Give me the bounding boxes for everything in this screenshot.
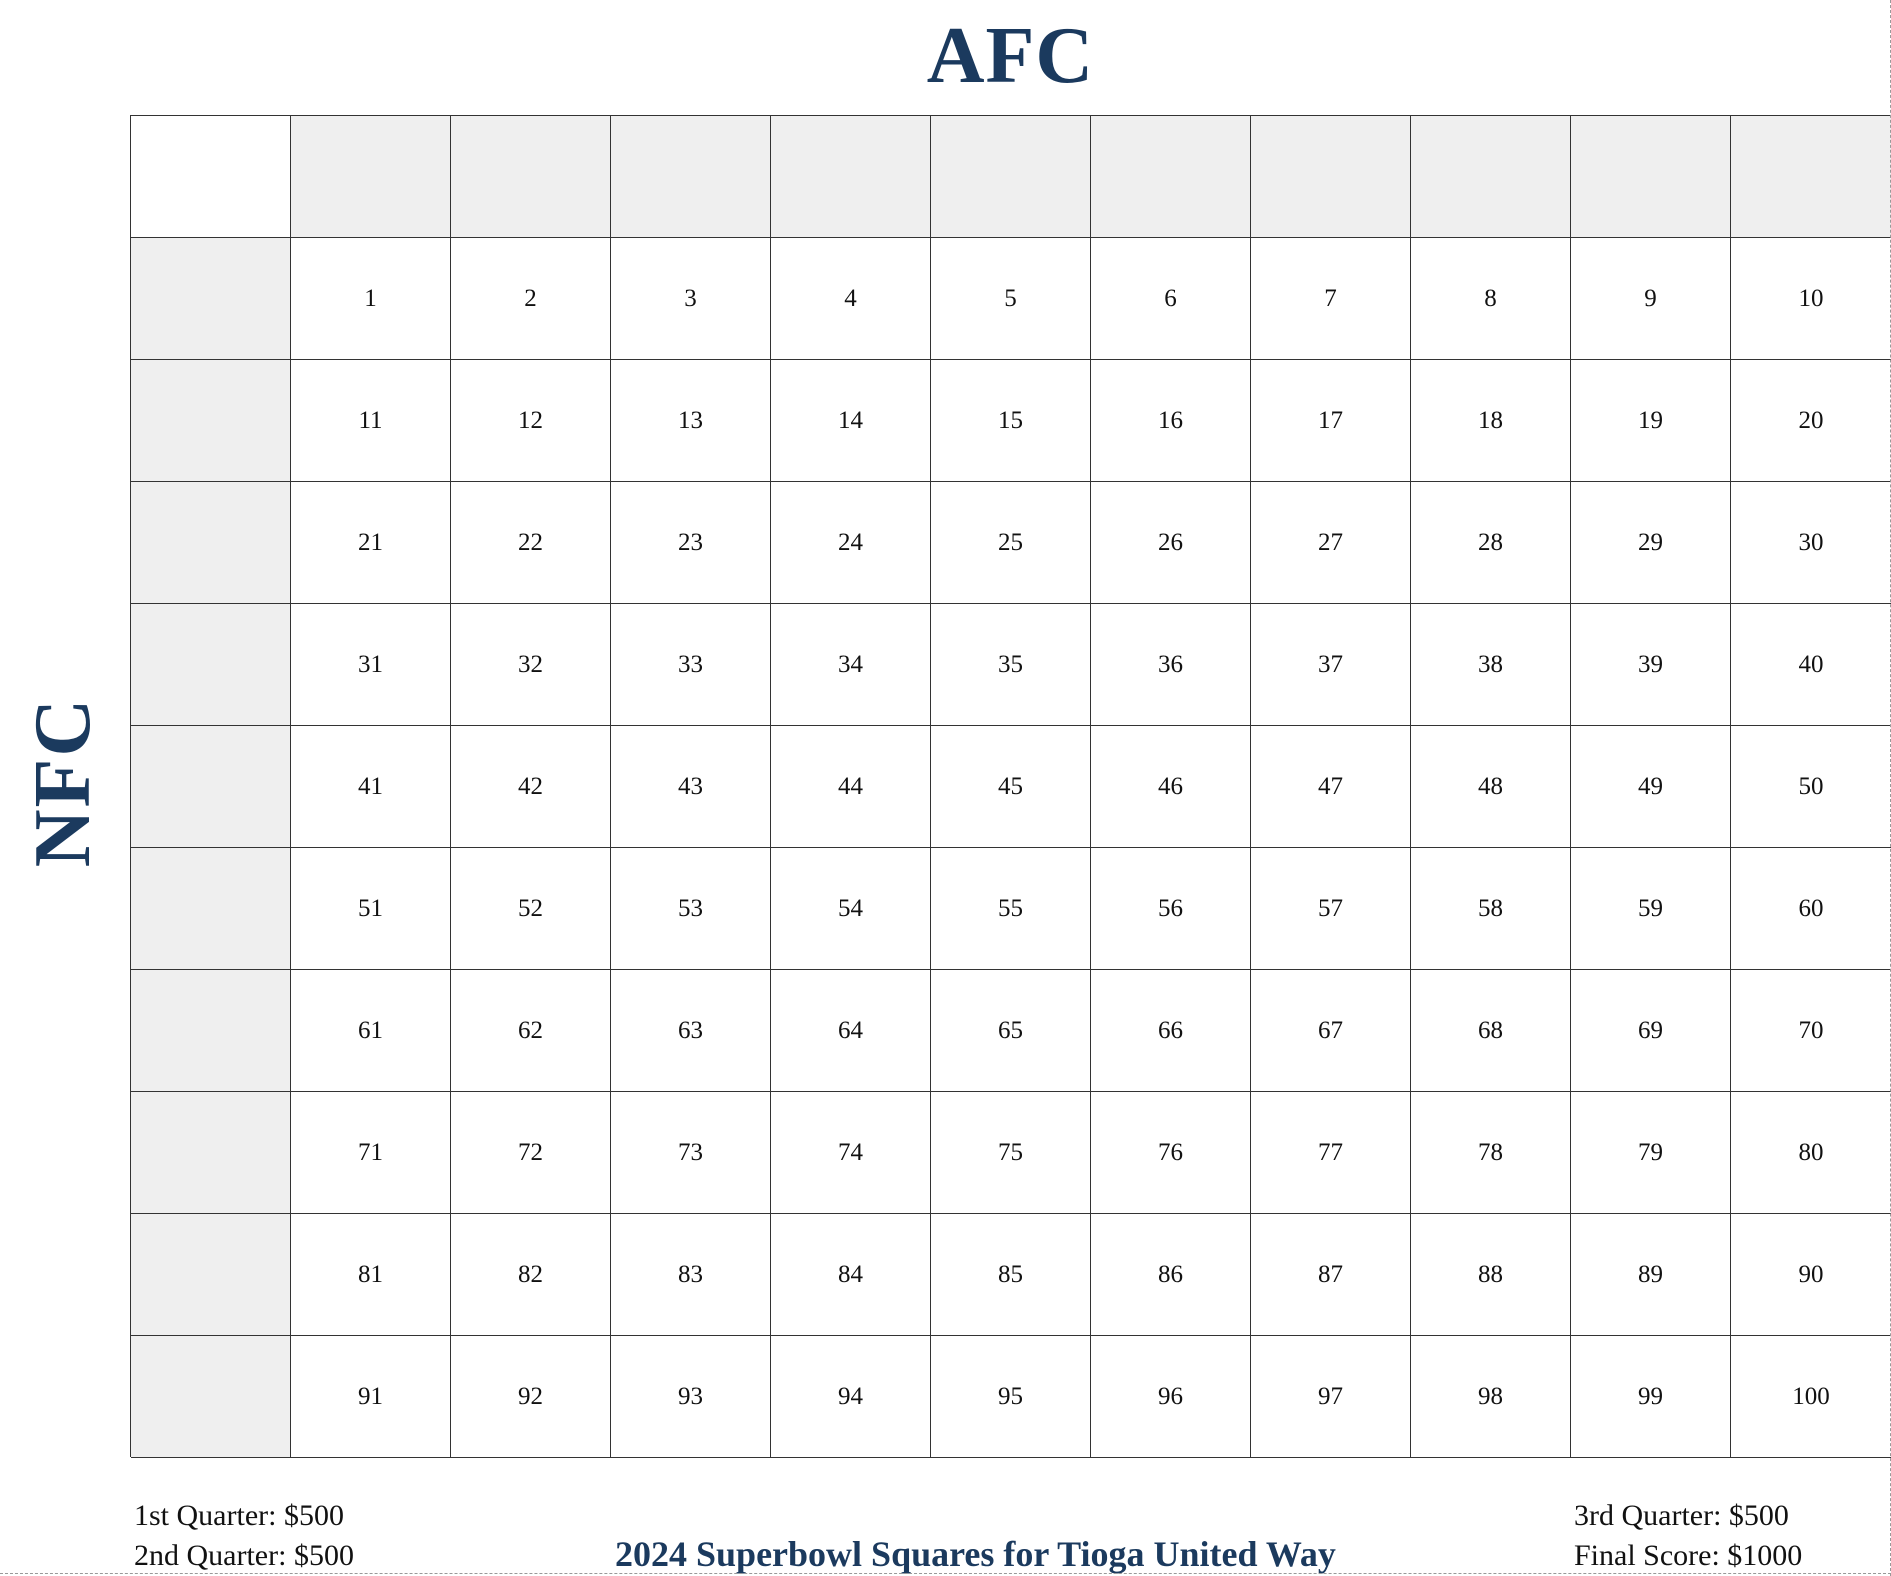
- square-cell[interactable]: 18: [1411, 360, 1571, 482]
- square-cell[interactable]: 10: [1731, 238, 1891, 360]
- afc-score-header-5: [931, 116, 1091, 238]
- square-cell[interactable]: 71: [291, 1092, 451, 1214]
- square-cell[interactable]: 5: [931, 238, 1091, 360]
- square-cell[interactable]: 14: [771, 360, 931, 482]
- square-cell[interactable]: 52: [451, 848, 611, 970]
- square-cell[interactable]: 68: [1411, 970, 1571, 1092]
- afc-score-header-9: [1571, 116, 1731, 238]
- nfc-score-header-7: [131, 970, 291, 1092]
- square-cell[interactable]: 62: [451, 970, 611, 1092]
- square-cell[interactable]: 50: [1731, 726, 1891, 848]
- square-cell[interactable]: 73: [611, 1092, 771, 1214]
- square-cell[interactable]: 19: [1571, 360, 1731, 482]
- square-cell[interactable]: 15: [931, 360, 1091, 482]
- square-cell[interactable]: 4: [771, 238, 931, 360]
- square-cell[interactable]: 58: [1411, 848, 1571, 970]
- afc-title: AFC: [926, 12, 1095, 100]
- square-cell[interactable]: 67: [1251, 970, 1411, 1092]
- square-cell[interactable]: 43: [611, 726, 771, 848]
- square-cell[interactable]: 37: [1251, 604, 1411, 726]
- squares-grid: [130, 115, 1891, 1457]
- square-cell[interactable]: 100: [1731, 1336, 1891, 1458]
- square-cell[interactable]: 70: [1731, 970, 1891, 1092]
- square-cell[interactable]: 20: [1731, 360, 1891, 482]
- square-cell[interactable]: 24: [771, 482, 931, 604]
- square-cell[interactable]: 16: [1091, 360, 1251, 482]
- square-cell[interactable]: 2: [451, 238, 611, 360]
- square-cell[interactable]: 91: [291, 1336, 451, 1458]
- square-cell[interactable]: 22: [451, 482, 611, 604]
- square-cell[interactable]: 69: [1571, 970, 1731, 1092]
- nfc-score-header-3: [131, 482, 291, 604]
- nfc-score-header-9: [131, 1214, 291, 1336]
- square-cell[interactable]: 83: [611, 1214, 771, 1336]
- square-cell[interactable]: 95: [931, 1336, 1091, 1458]
- square-cell[interactable]: 85: [931, 1214, 1091, 1336]
- square-cell[interactable]: 63: [611, 970, 771, 1092]
- square-cell[interactable]: 48: [1411, 726, 1571, 848]
- square-cell[interactable]: 39: [1571, 604, 1731, 726]
- square-cell[interactable]: 33: [611, 604, 771, 726]
- square-cell[interactable]: 88: [1411, 1214, 1571, 1336]
- nfc-score-header-1: [131, 238, 291, 360]
- square-cell[interactable]: 78: [1411, 1092, 1571, 1214]
- page-edge-bottom: [0, 1573, 1891, 1574]
- square-cell[interactable]: 65: [931, 970, 1091, 1092]
- square-cell[interactable]: 42: [451, 726, 611, 848]
- square-cell[interactable]: 1: [291, 238, 451, 360]
- square-cell[interactable]: 53: [611, 848, 771, 970]
- square-cell[interactable]: 54: [771, 848, 931, 970]
- afc-score-header-4: [771, 116, 931, 238]
- square-cell[interactable]: 32: [451, 604, 611, 726]
- square-cell[interactable]: 82: [451, 1214, 611, 1336]
- square-cell[interactable]: 61: [291, 970, 451, 1092]
- square-cell[interactable]: 64: [771, 970, 931, 1092]
- square-cell[interactable]: 28: [1411, 482, 1571, 604]
- square-cell[interactable]: 79: [1571, 1092, 1731, 1214]
- square-cell[interactable]: 60: [1731, 848, 1891, 970]
- square-cell[interactable]: 80: [1731, 1092, 1891, 1214]
- afc-score-header-1: [291, 116, 451, 238]
- square-cell[interactable]: 13: [611, 360, 771, 482]
- square-cell[interactable]: 21: [291, 482, 451, 604]
- square-cell[interactable]: 93: [611, 1336, 771, 1458]
- square-cell[interactable]: 55: [931, 848, 1091, 970]
- square-cell[interactable]: 74: [771, 1092, 931, 1214]
- nfc-score-header-4: [131, 604, 291, 726]
- square-cell[interactable]: 84: [771, 1214, 931, 1336]
- square-cell[interactable]: 92: [451, 1336, 611, 1458]
- square-cell[interactable]: 30: [1731, 482, 1891, 604]
- nfc-title: NFC: [19, 696, 107, 868]
- afc-score-header-3: [611, 116, 771, 238]
- square-cell[interactable]: 59: [1571, 848, 1731, 970]
- square-cell[interactable]: 26: [1091, 482, 1251, 604]
- prize-first-quarter: 1st Quarter: $500: [134, 1499, 344, 1532]
- square-cell[interactable]: 9: [1571, 238, 1731, 360]
- prize-third-quarter: 3rd Quarter: $500: [1574, 1499, 1789, 1532]
- nfc-score-header-8: [131, 1092, 291, 1214]
- nfc-score-header-2: [131, 360, 291, 482]
- square-cell[interactable]: 94: [771, 1336, 931, 1458]
- afc-score-header-6: [1091, 116, 1251, 238]
- square-cell[interactable]: 76: [1091, 1092, 1251, 1214]
- square-cell[interactable]: 96: [1091, 1336, 1251, 1458]
- square-cell[interactable]: 17: [1251, 360, 1411, 482]
- square-cell[interactable]: 49: [1571, 726, 1731, 848]
- prize-second-quarter: 2nd Quarter: $500: [134, 1539, 354, 1572]
- square-cell[interactable]: 3: [611, 238, 771, 360]
- square-cell[interactable]: 25: [931, 482, 1091, 604]
- nfc-score-header-6: [131, 848, 291, 970]
- square-cell[interactable]: 75: [931, 1092, 1091, 1214]
- afc-score-header-7: [1251, 116, 1411, 238]
- square-cell[interactable]: 8: [1411, 238, 1571, 360]
- prize-final-score: Final Score: $1000: [1574, 1539, 1803, 1572]
- nfc-score-header-5: [131, 726, 291, 848]
- square-cell[interactable]: 11: [291, 360, 451, 482]
- square-cell[interactable]: 38: [1411, 604, 1571, 726]
- square-cell[interactable]: 35: [931, 604, 1091, 726]
- square-cell[interactable]: 97: [1251, 1336, 1411, 1458]
- square-cell[interactable]: 34: [771, 604, 931, 726]
- square-cell[interactable]: 6: [1091, 238, 1251, 360]
- square-cell[interactable]: 12: [451, 360, 611, 482]
- square-cell[interactable]: 29: [1571, 482, 1731, 604]
- square-cell[interactable]: 40: [1731, 604, 1891, 726]
- prize-list-left: [134, 1496, 354, 1576]
- afc-score-header-10: [1731, 116, 1891, 238]
- square-cell[interactable]: 51: [291, 848, 451, 970]
- square-cell[interactable]: 81: [291, 1214, 451, 1336]
- square-cell[interactable]: 57: [1251, 848, 1411, 970]
- square-cell[interactable]: 36: [1091, 604, 1251, 726]
- square-cell[interactable]: 23: [611, 482, 771, 604]
- afc-score-header-8: [1411, 116, 1571, 238]
- grid-corner: [131, 116, 291, 238]
- footer-title: 2024 Superbowl Squares for Tioga United Way: [615, 1534, 1336, 1574]
- square-cell[interactable]: 45: [931, 726, 1091, 848]
- square-cell[interactable]: 77: [1251, 1092, 1411, 1214]
- square-cell[interactable]: 72: [451, 1092, 611, 1214]
- square-cell[interactable]: 56: [1091, 848, 1251, 970]
- square-cell[interactable]: 46: [1091, 726, 1251, 848]
- square-cell[interactable]: 66: [1091, 970, 1251, 1092]
- square-cell[interactable]: 99: [1571, 1336, 1731, 1458]
- square-cell[interactable]: 27: [1251, 482, 1411, 604]
- square-cell[interactable]: 31: [291, 604, 451, 726]
- square-cell[interactable]: 98: [1411, 1336, 1571, 1458]
- square-cell[interactable]: 47: [1251, 726, 1411, 848]
- square-cell[interactable]: 86: [1091, 1214, 1251, 1336]
- nfc-score-header-10: [131, 1336, 291, 1458]
- square-cell[interactable]: 7: [1251, 238, 1411, 360]
- square-cell[interactable]: 89: [1571, 1214, 1731, 1336]
- prize-list-right: [1574, 1496, 1802, 1576]
- square-cell[interactable]: 90: [1731, 1214, 1891, 1336]
- afc-score-header-2: [451, 116, 611, 238]
- square-cell[interactable]: 87: [1251, 1214, 1411, 1336]
- square-cell[interactable]: 41: [291, 726, 451, 848]
- square-cell[interactable]: 44: [771, 726, 931, 848]
